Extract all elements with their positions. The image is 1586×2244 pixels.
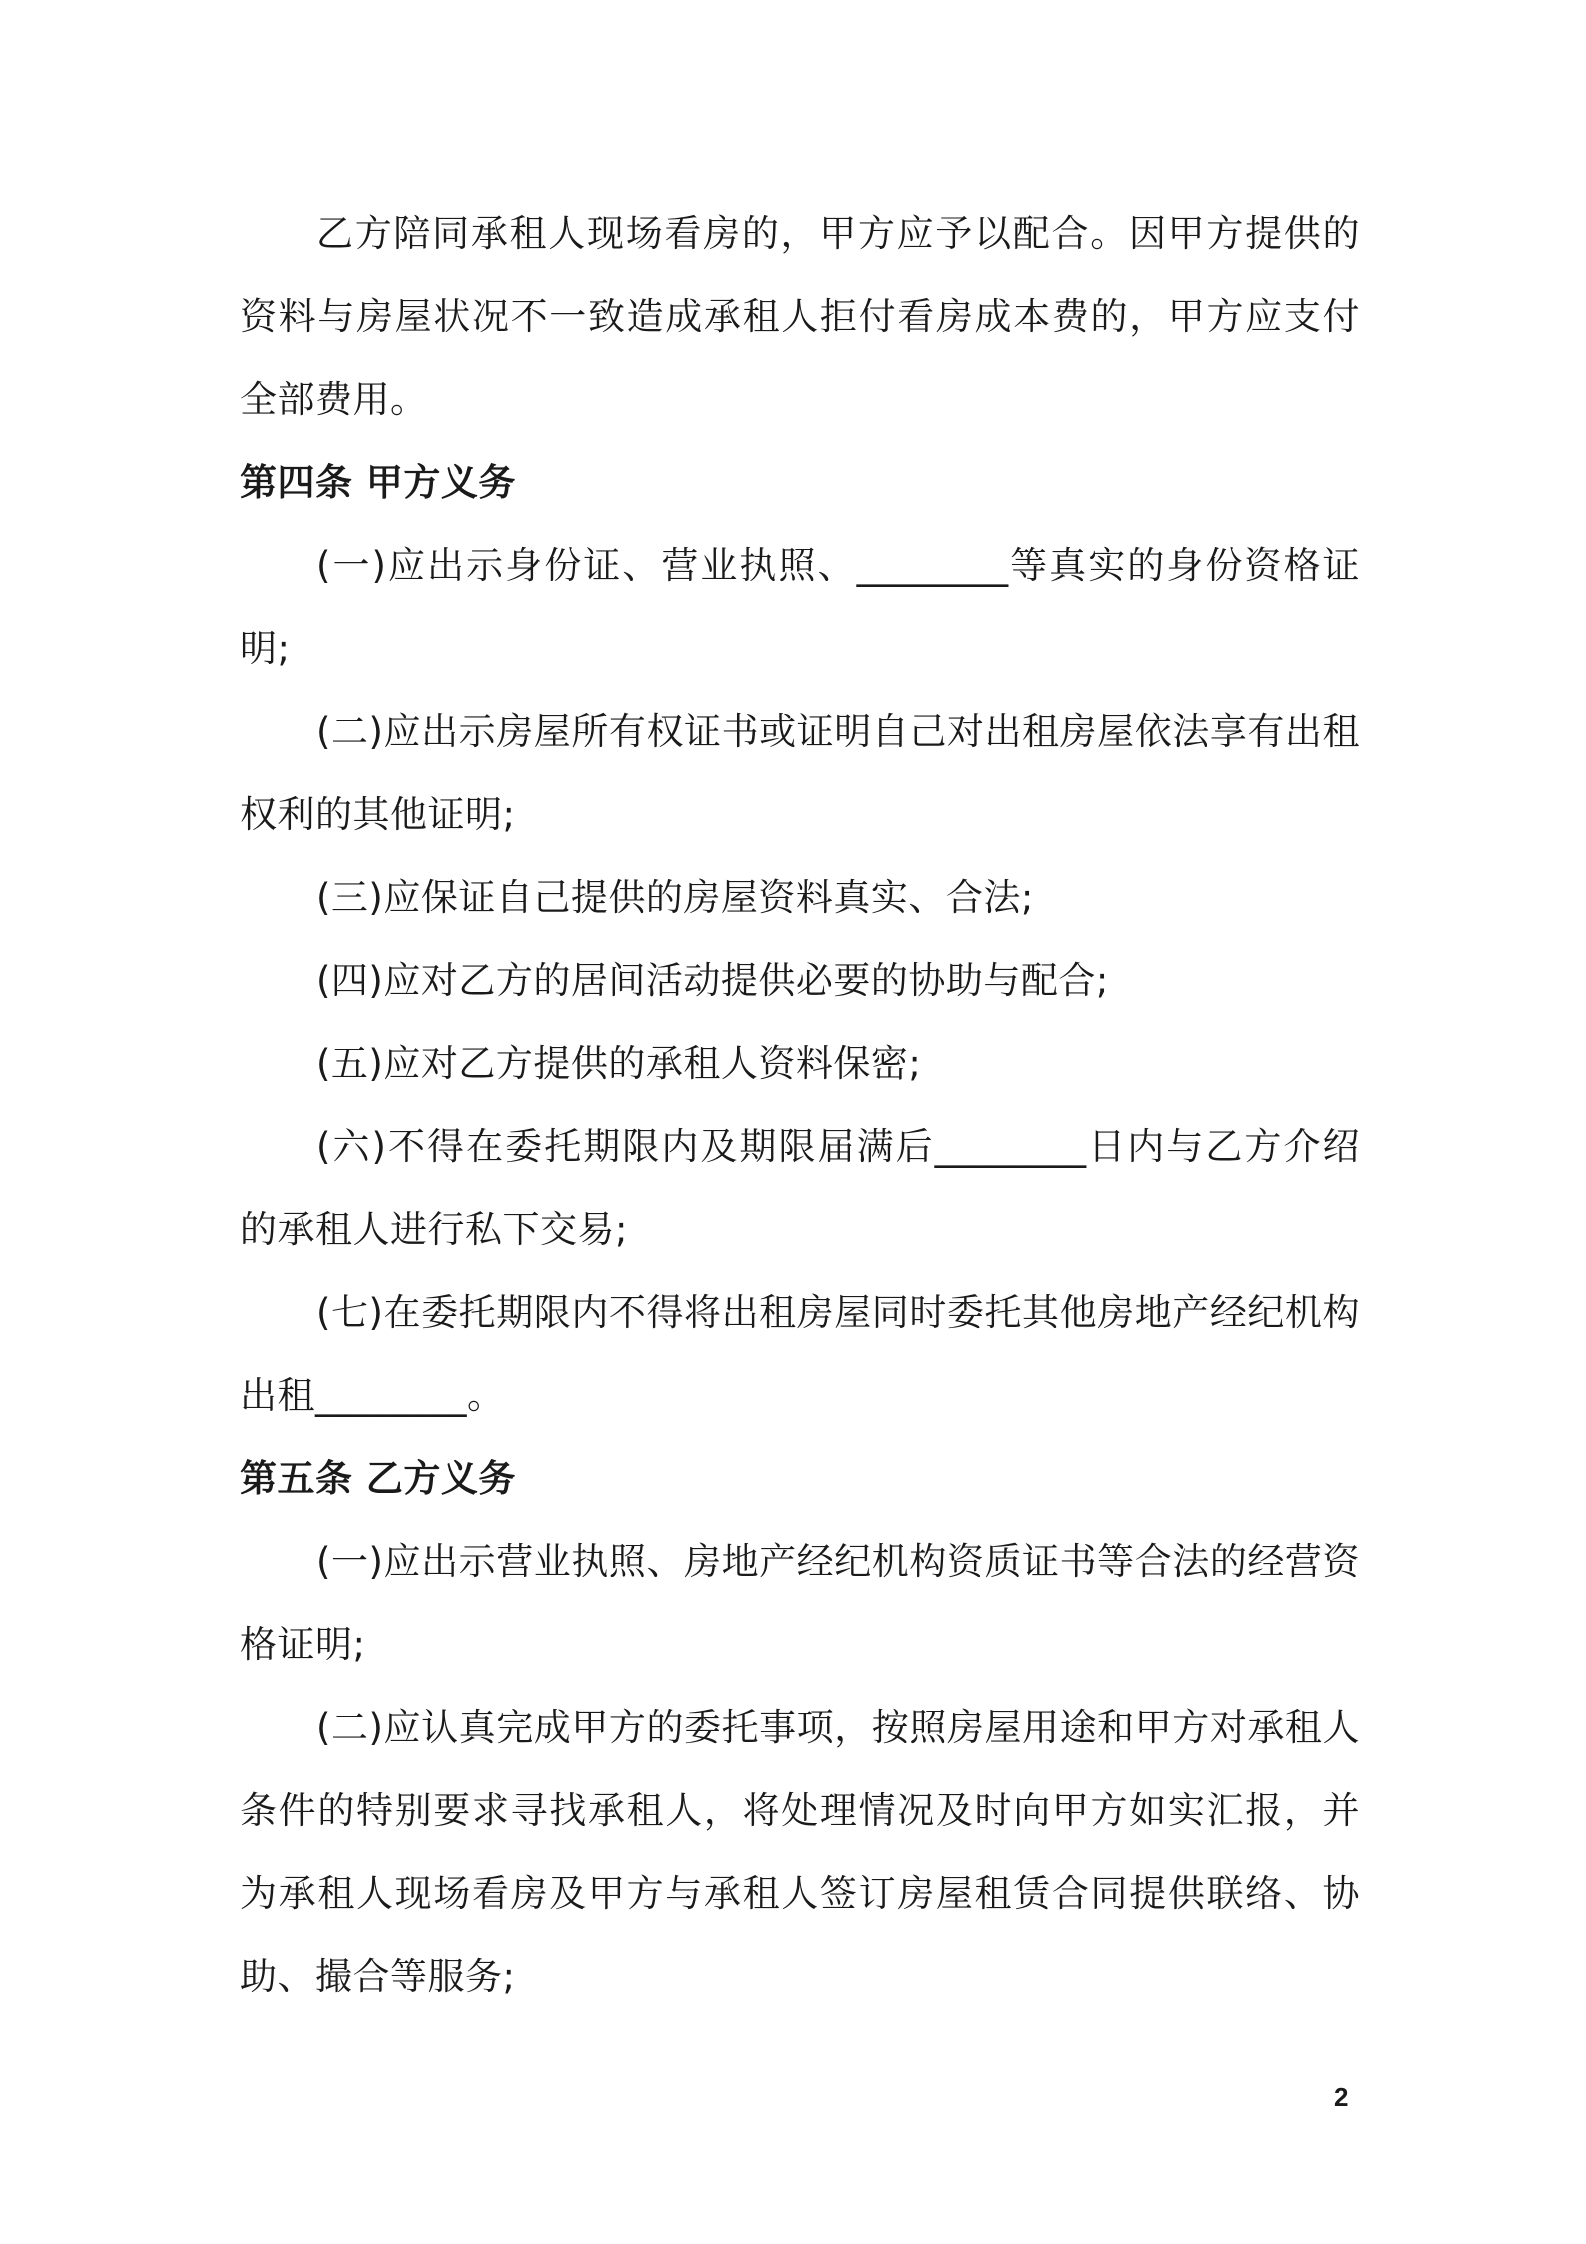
- clause-party-b-1: (一)应出示营业执照、房地产经纪机构资质证书等合法的经营资格证明;: [240, 1540, 1360, 1666]
- clause-party-a-7: (七)在委托期限内不得将出租房屋同时委托其他房地产经纪机构出租________。: [240, 1291, 1360, 1417]
- clause-party-a-5: (五)应对乙方提供的承租人资料保密;: [316, 1042, 922, 1085]
- clause-party-a-2: (二)应出示房屋所有权证书或证明自己对出租房屋依法享有出租权利的其他证明;: [240, 710, 1360, 836]
- clause-party-a-6: (六)不得在委托期限内及期限届满后________日内与乙方介绍的承租人进行私下交易;: [240, 1125, 1360, 1251]
- clause-party-a-4: (四)应对乙方的居间活动提供必要的协助与配合;: [316, 959, 1109, 1002]
- paragraph-viewing-cooperation: 乙方陪同承租人现场看房的，甲方应予以配合。因甲方提供的资料与房屋状况不一致造成承租人拒付看房成本费的，甲方应支付全部费用。: [240, 212, 1360, 421]
- section-heading-article-5: 第五条 乙方义务: [240, 1457, 516, 1500]
- document-body: [240, 192, 1360, 2018]
- page-number: 2: [1334, 2082, 1349, 2112]
- clause-party-a-3: (三)应保证自己提供的房屋资料真实、合法;: [316, 876, 1034, 919]
- clause-party-b-2: (二)应认真完成甲方的委托事项，按照房屋用途和甲方对承租人条件的特别要求寻找承租人，将处理情况及时向甲方如实汇报，并为承租人现场看房及甲方与承租人签订房屋租赁合同提供联络、协助、撮合等服务;: [240, 1706, 1360, 1998]
- clause-party-a-1: (一)应出示身份证、营业执照、________等真实的身份资格证明;: [240, 544, 1360, 670]
- section-heading-article-4: 第四条 甲方义务: [240, 461, 516, 504]
